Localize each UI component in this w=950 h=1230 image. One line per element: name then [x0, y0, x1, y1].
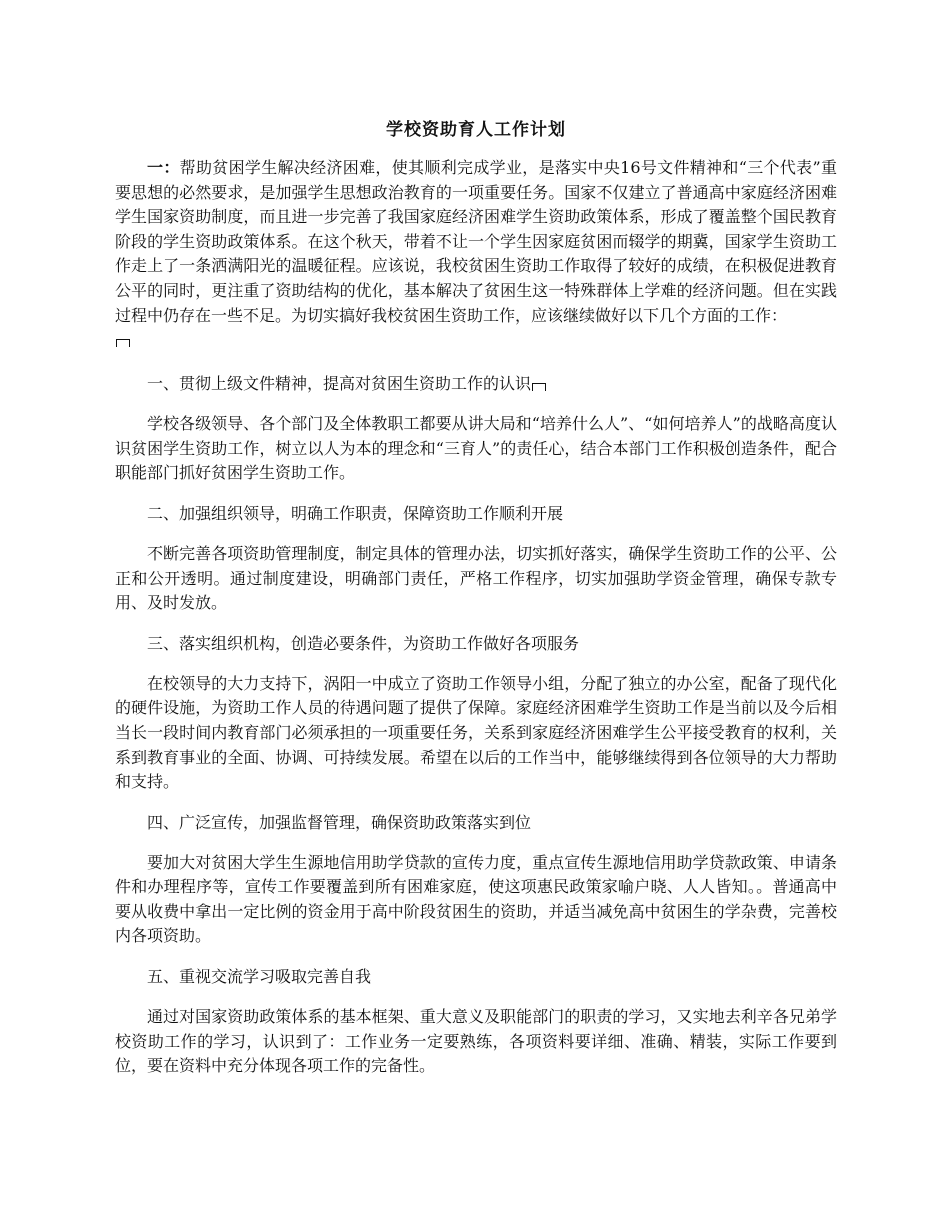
intro-paragraph	[115, 156, 837, 328]
section-heading-5: 五、重视交流学习吸取完善自我	[147, 967, 372, 987]
paragraph-mark-icon	[532, 383, 546, 391]
section-heading-3: 三、落实组织机构，创造必要条件，为资助工作做好各项服务	[147, 633, 580, 653]
section-heading-4: 四、广泛宣传，加强监督管理，确保资助政策落实到位	[147, 812, 532, 832]
section-body-4: 要加大对贫困大学生生源地信用助学贷款的宣传力度，重点宣传生源地信用助学贷款政策、申请条件和办理程序等，宣传工作要覆盖到所有困难家庭，使这项惠民政策家喻户晓、人人皆知。。普通高中要从收费中拿出一定比例的资金用于高中阶段贫困生的资助，并适当减免高中贫困生的学杂费，完善校内各项资助。	[115, 852, 837, 946]
paragraph-mark-line	[115, 328, 837, 352]
paragraph-mark-icon	[116, 339, 130, 347]
section-body-2: 不断完善各项资助管理制度，制定具体的管理办法，切实抓好落实，确保学生资助工作的公平、公正和公开透明。通过制度建设，明确部门责任，严格工作程序，切实加强助学资金管理，确保专款专用、及时发放。	[115, 543, 837, 613]
document-title: 学校资助育人工作计划	[386, 120, 566, 140]
section-body-3: 在校领导的大力支持下，涡阳一中成立了资助工作领导小组，分配了独立的办公室，配备了现代化的硬件设施，为资助工作人员的待遇问题了提供了保障。家庭经济困难学生资助工作是当前以及今后相当长一段时间内教育部门必须承担的一项重要任务，关系到家庭经济困难学生公平接受教育的权利，关系到教育事业的全面、协调、可持续发展。希望在以后的工作当中，能够继续得到各位领导的大力帮助和支持。	[115, 673, 837, 792]
intro-text: 帮助贫困学生解决经济困难，使其顺利完成学业，是落实中央16号文件精神和“三个代表”重要思想的必然要求，是加强学生思想政治教育的一项重要任务。国家不仅建立了普通高中家庭经济困难学生国家资助制度，而且进一步完善了我国家庭经济困难学生资助政策体系，形成了覆盖整个国民教育阶段的学生资助政策体系。在这个秋天，带着不让一个学生因家庭贫困而辍学的期冀，国家学生资助工作走上了一条洒满阳光的温暖征程。应该说，我校贫困生资助工作取得了较好的成绩，在积极促进教育公平的同时，更注重了资助结构的优化，基本解决了贫困生这一特殊群体上学难的经济问题。但在实践过程中仍存在一些不足。为切实搞好我校贫困生资助工作，应该继续做好以下几个方面的工作：	[115, 158, 837, 325]
intro-lead: 一：	[147, 158, 180, 177]
section-body-5: 通过对国家资助政策体系的基本框架、重大意义及职能部门的职责的学习，又实地去利辛各兄弟学校资助工作的学习，认识到了：工作业务一定要熟练，各项资料要详细、准确、精装，实际工作要到位，要在资料中充分体现各项工作的完备性。	[115, 1007, 837, 1076]
section-heading-1: 一、贯彻上级文件精神，提高对贫困生资助工作的认识	[115, 372, 837, 396]
section-body-1: 学校各级领导、各个部门及全体教职工都要从讲大局和“培养什么人”、“如何培养人”的战略高度认识贫困学生资助工作，树立以人为本的理念和“三育人”的责任心，结合本部门工作积极创造条件，配合职能部门抓好贫困学生资助工作。	[115, 414, 837, 483]
section-heading-2: 二、加强组织领导，明确工作职责，保障资助工作顺利开展	[147, 503, 564, 523]
document-page	[115, 118, 837, 1079]
